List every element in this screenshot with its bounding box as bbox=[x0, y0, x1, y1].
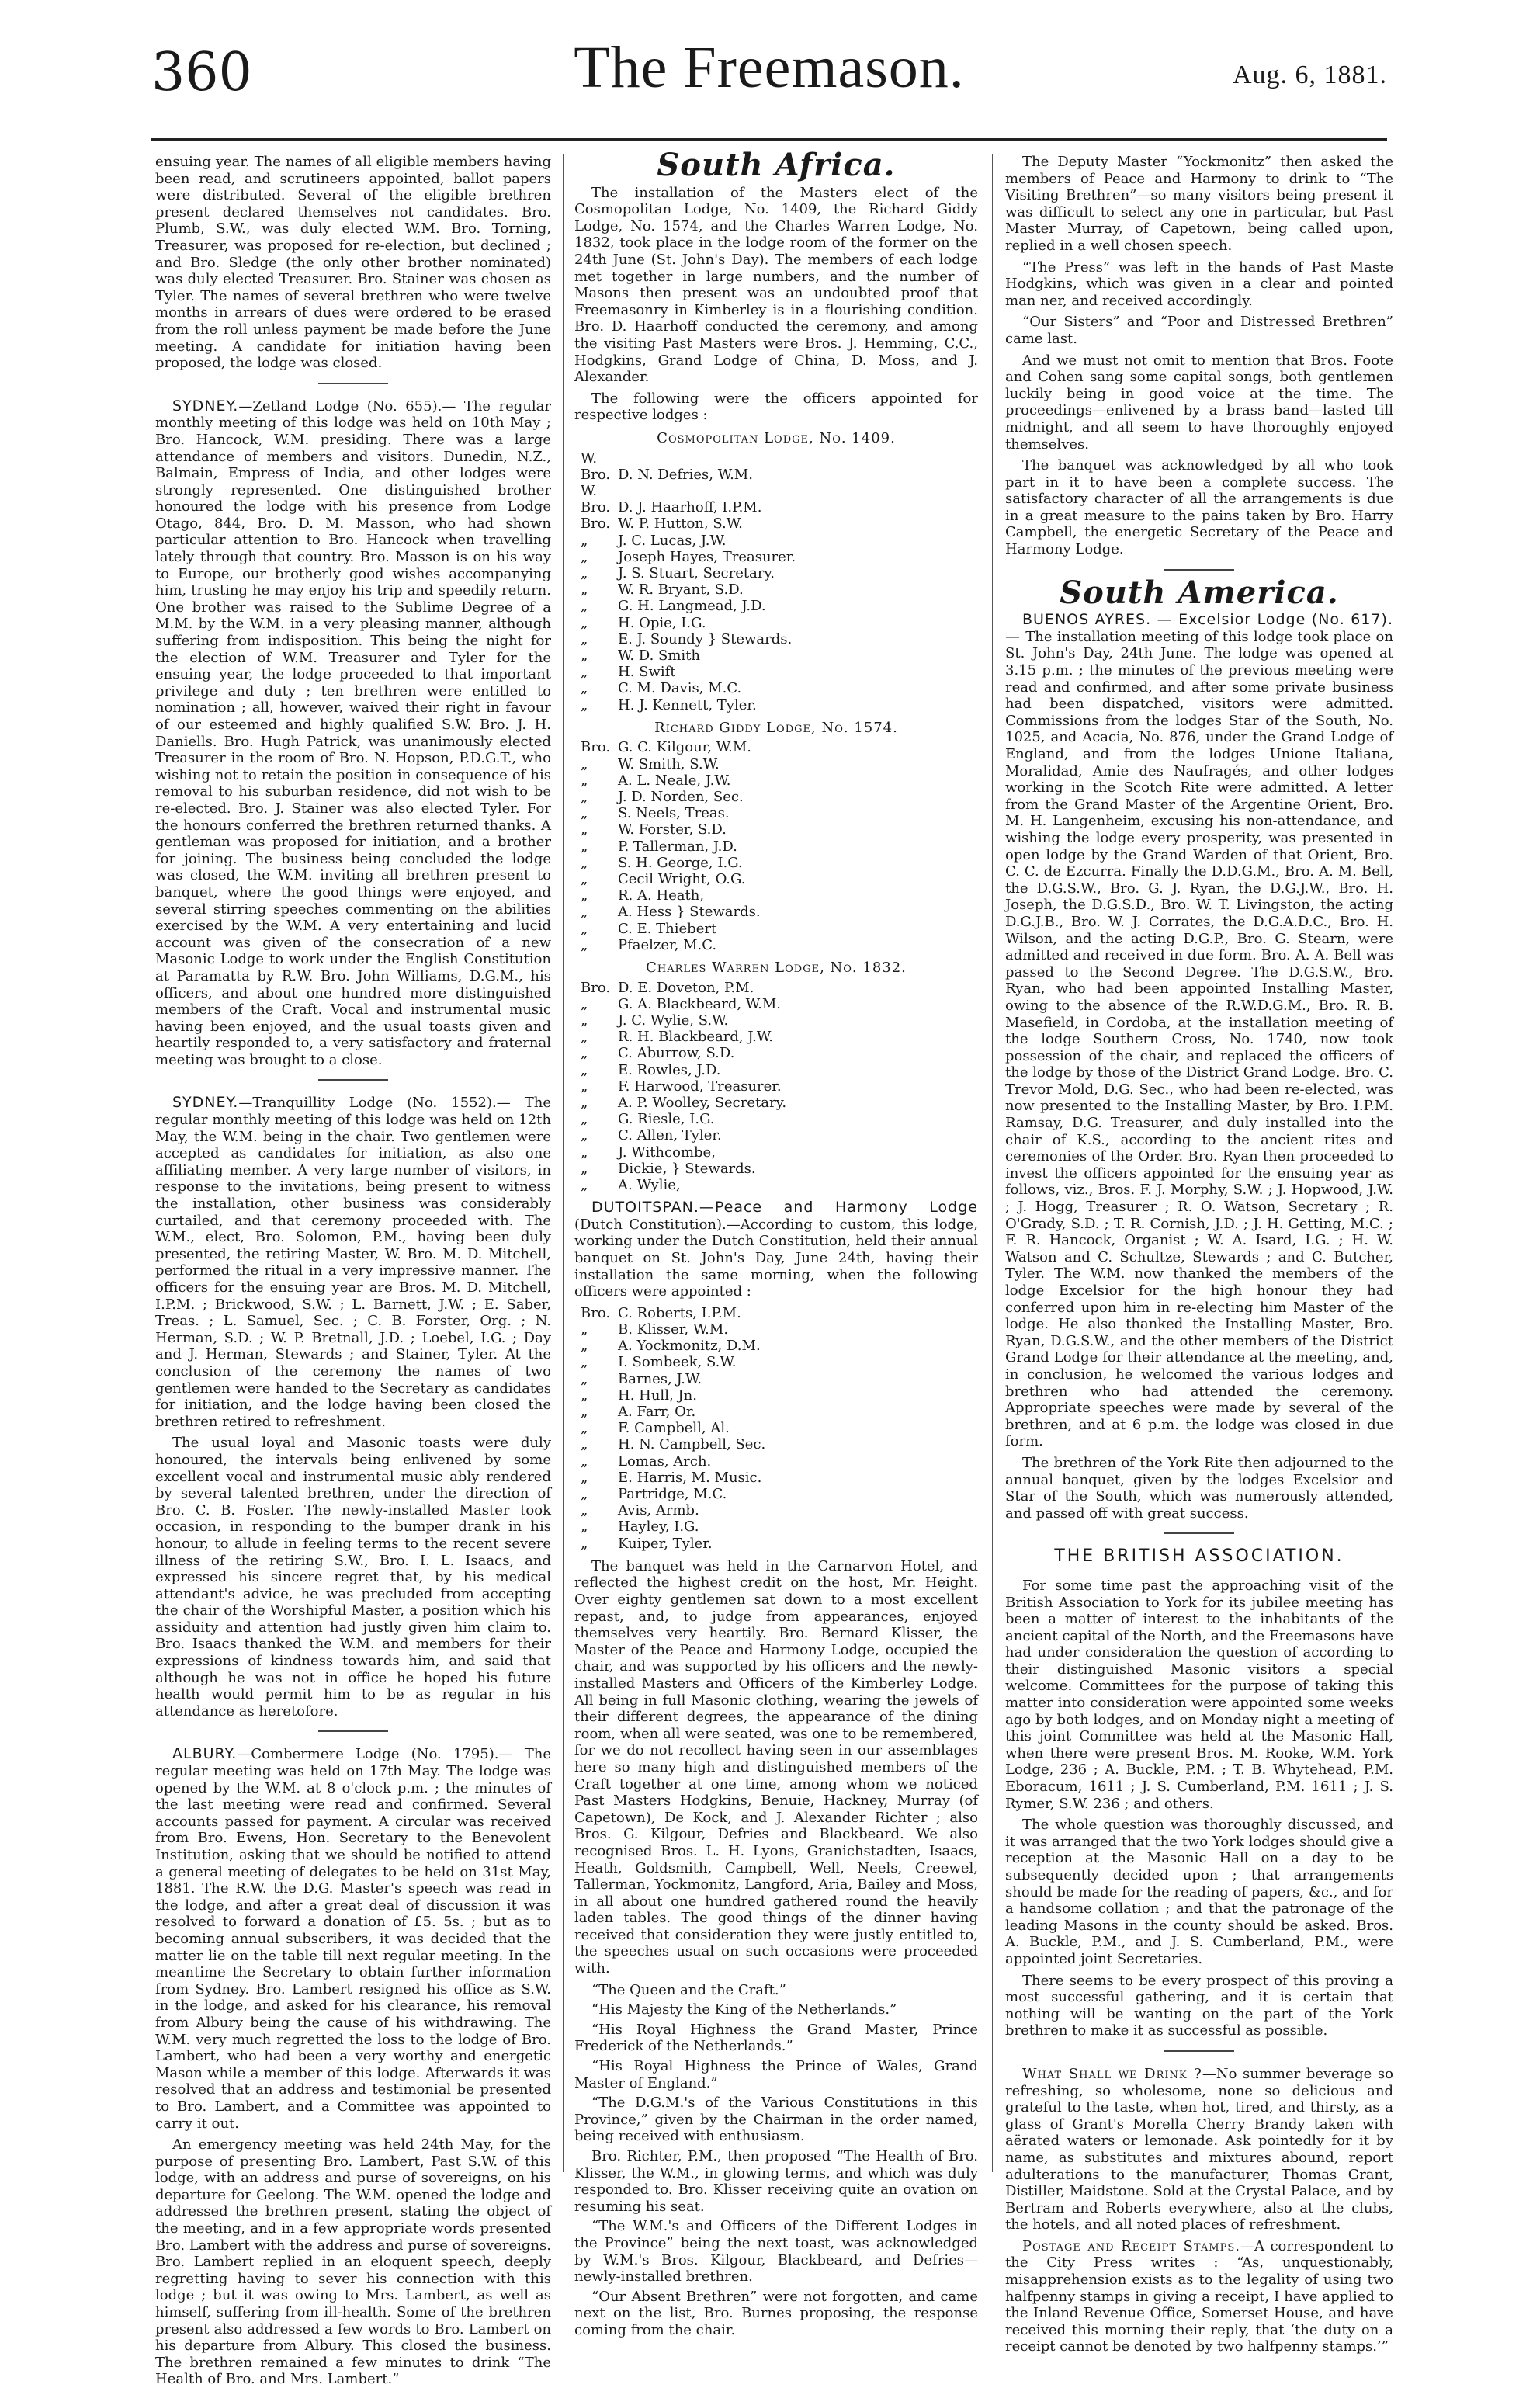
advert-lead: What Shall we Drink ? bbox=[1022, 2065, 1202, 2082]
officer-name: D. E. Doveton, P.M. bbox=[618, 979, 754, 996]
list-item bbox=[574, 565, 978, 581]
officer-name: Hayley, I.G. bbox=[618, 1519, 699, 1536]
officer-prefix: „ bbox=[581, 1321, 588, 1338]
officer-name: G. A. Blackbeard, W.M. bbox=[618, 995, 782, 1012]
article-continuation: ensuing year. The names of all eligible members having been read, and scrutineers appointed, ballot papers were distributed. Several of the eligible brethren present declared themselves not candidates. Bro. Plumb, S.W., was duly elected W.M. Bro. Torning, Treasurer, was proposed for re-election, but declined ; and Bro. Sledge (the only other brother nominated) was duly elected Treasurer. Bro. Stainer was chosen as Tyler. The names of several brethren who were twelve months in arrears of dues were ordered to be erased from the roll unless payment be made before the June meeting. A candidate for initiation having been proposed, the lodge was closed. bbox=[155, 154, 551, 372]
masthead bbox=[151, 30, 1387, 130]
place-lead: DUTOITSPAN. bbox=[591, 1199, 699, 1217]
officer-name: J. C. Wylie, S.W. bbox=[618, 1012, 729, 1029]
list-item bbox=[574, 581, 978, 598]
officer-prefix: „ bbox=[581, 854, 588, 871]
officer-name: H. N. Campbell, Sec. bbox=[618, 1436, 766, 1453]
officer-prefix: „ bbox=[581, 1177, 588, 1194]
officer-prefix: „ bbox=[581, 788, 588, 805]
officer-prefix: „ bbox=[581, 581, 588, 599]
list-item bbox=[574, 739, 978, 755]
lodge-title-charles-warren: Charles Warren Lodge, No. 1832. bbox=[646, 959, 907, 976]
officer-list bbox=[574, 450, 978, 713]
officer-prefix: Bro. bbox=[581, 1304, 611, 1321]
list-item bbox=[574, 1095, 978, 1111]
officer-name: H. J. Kennett, Tyler. bbox=[618, 696, 757, 713]
officer-prefix: „ bbox=[581, 1338, 588, 1355]
list-item bbox=[574, 1338, 978, 1354]
officer-name: A. P. Woolley, Secretary. bbox=[618, 1095, 787, 1111]
officer-prefix: „ bbox=[581, 755, 588, 772]
list-item bbox=[574, 838, 978, 855]
list-item bbox=[574, 1519, 978, 1535]
toast: “His Royal Highness the Grand Master, Prince Frederick of the Netherlands.” bbox=[574, 2021, 978, 2055]
list-item bbox=[574, 980, 978, 996]
officer-prefix: „ bbox=[581, 548, 588, 565]
section-rule bbox=[1164, 1532, 1234, 1534]
officer-name: J. C. Lucas, J.W. bbox=[618, 532, 727, 549]
list-item bbox=[574, 805, 978, 821]
officer-prefix: Bro. bbox=[581, 739, 611, 756]
officer-prefix: „ bbox=[581, 1160, 588, 1177]
list-item bbox=[574, 549, 978, 565]
list-item bbox=[574, 450, 978, 483]
officer-name: D. N. Defries, W.M. bbox=[618, 466, 753, 483]
list-item bbox=[574, 1029, 978, 1045]
officer-name: C. Aburrow, S.D. bbox=[618, 1045, 735, 1062]
list-item bbox=[574, 756, 978, 772]
officer-prefix: „ bbox=[581, 1535, 588, 1552]
officer-name: C. E. Thiebert bbox=[618, 920, 717, 937]
officer-prefix: „ bbox=[581, 1045, 588, 1062]
officer-prefix: „ bbox=[581, 821, 588, 838]
notice-text: —A correspondent to the City Press writes : “As, unquestionably, misapprehension exists as to the legality of using two halfpenny stamps in giving a receipt, I have applied to the Inland Revenue Office, Somerset House, and have received this morning their reply, that ‘the duty on a receipt cannot be denoted by two halfpenny stamps.’” bbox=[1005, 2237, 1393, 2355]
toast: Bro. Richter, P.M., then proposed “The Health of Bro. Klisser, the W.M., in glowing terms, and which was duly responded to. Bro. Klisser receiving quite an ovation on resuming his seat. bbox=[574, 2148, 978, 2215]
officer-prefix: „ bbox=[581, 1370, 588, 1387]
toast: “His Royal Highness the Prince of Wales, Grand Master of England.” bbox=[574, 2058, 978, 2091]
officer-prefix: „ bbox=[581, 1502, 588, 1519]
list-item bbox=[574, 664, 978, 680]
officer-name: P. Tallerman, J.D. bbox=[618, 838, 737, 855]
list-item bbox=[574, 697, 978, 713]
officer-list bbox=[574, 739, 978, 953]
officer-name: H. Swift bbox=[618, 664, 676, 681]
officer-name: W. Smith, S.W. bbox=[618, 755, 720, 772]
report-text: The regular meeting was held on 17th May. The lodge was opened by the W.M. at 8 o'clock p.m. ; the minutes of the last meeting were read and confirmed. Several accounts passed for payment. A circular was received from Bro. Ewens, Hon. Secretary to the Benevolent Institution, asking that we should be notified to attend a general meeting of delegates to be held on 31st May, 1881. The R.W. the D.G. Master's speech was read in the lodge, and after a great deal of discussion it was resolved to forward a donation of £5. 5s. ; but as to becoming annual subscribers, it was decided that the matter lie on the table till next regular meeting. In the meantime the Secretary to obtain further information from Sydney. Bro. Lambert resigned his office as S.W. in the lodge, and asked for his clearance, his removal from Albury being the cause of his withdrawing. The W.M. very much regretted the loss to the lodge of Bro. Lambert, who had been a very worthy and energetic Mason while a member of this lodge. Afterwards it was resolved that an address and testimonial be presented to Bro. Lambert, and a Committee was appointed to carry it out. bbox=[155, 1746, 551, 2132]
officer-name: R. H. Blackbeard, J.W. bbox=[618, 1029, 773, 1046]
officer-name: F. Campbell, Al. bbox=[618, 1420, 730, 1437]
sydney-tranquillity-report bbox=[155, 1095, 551, 1430]
list-item bbox=[574, 631, 978, 647]
report-paragraph: “The Press” was left in the hands of Past Maste Hodgkins, which was given in a clear and pointed man ner, and received accordingly. bbox=[1005, 259, 1393, 309]
list-item bbox=[574, 1486, 978, 1502]
masthead-rule bbox=[151, 138, 1387, 141]
banquet-paragraph: The banquet was held in the Carnarvon Hotel, and reflected the highest credit on the host, Mr. Height. Over eighty gentlemen sat down to a most excellent repast, and, to judge from appearances, enjoyed themselves very heartily. Bro. Bernard Klisser, the Master of the Peace and Harmony Lodge, occupied the chair, and was supported by his officers and the newly-installed Masters and Officers of the Kimberley Lodge. All being in full Masonic clothing, wearing the jewels of their different degrees, the appearance of the dining room, when all were seated, was one to be remembered, for we do not recollect having seen in our assemblages here so many high and distinguished members of the Craft together at one time, among whom we noticed Past Masters Hodgkins, Benuie, Hackney, Murray (of Capetown), De Kock, and J. Alexander Richter ; also Bros. G. Kilgour, Defries and Blackbeard. We also recognised Bros. L. H. Lyons, Granichstadten, Isaacs, Heath, Goldsmith, Campbell, Well, Neels, Creewel, Tallerman, Yockmonitz, Langford, Aria, Bailey and Moss, in all about one hundred gathered round the heavily laden tables. The good things of the dinner having received that consideration they were justly entitled to, the speeches usual on such occasions were proceeded with. bbox=[574, 1557, 978, 1977]
officer-prefix: „ bbox=[581, 805, 588, 822]
report-text: The regular monthly meeting of this lodge was held on 10th May ; Bro. Hancock, W.M. presiding. There was a large attendance of members and visitors. Dunedin, N.Z., Balmain, Empress of India, and other lodges were strongly represented. One distinguished brother honoured the lodge with his presence from Lodge Otago, 844, Bro. D. M. Masson, who had shown particular attention to Bro. Hancock when travelling lately through that country. Bro. Masson is on his way to Europe, our brotherly good wishes accompanying him, trusting he may enjoy his trip and speedily return. One brother was raised to the Sublime Degree of a M.M. by the W.M. in a very pleasing manner, although suffering from indisposition. This being the night for the election of W.M. Treasurer and Tyler for the ensuing year, the lodge proceeded to that important privilege and duty ; ten brethren were entitled to nomination ; all, however, waived their right in favour of our esteemed and highly qualified S.W. Bro. J. H. Daniells. Bro. Hugh Patrick, was unanimously elected Treasurer in the room of Bro. N. Hopson, P.D.G.T., who wishing not to retain the position in consequence of his removal to his suburban residence, did not wish to be re-elected. Bro. J. Stainer was also elected Tyler. For the honours conferred the brethren returned thanks. A gentleman was proposed for initiation, and a brother for joining. The business being concluded the lodge was closed, the W.M. inviting all brethren present to banquet, where the good things were enjoyed, and several stirring speeches commenting on the abilities exercised by the W.M. A very entertaining and lucid account was given of the consecration of a new Masonic Lodge to work under the English Constitution at Paramatta by R.W. Bro. John Williams, D.G.M., his officers, and about one hundred more distinguished members of the Craft. Vocal and instrumental music having been enjoyed, and the usual toasts given and heartily responded to, a very satisfactory and fraternal meeting was brought to a close. bbox=[155, 397, 551, 1068]
list-item bbox=[574, 1078, 978, 1095]
list-item bbox=[574, 1144, 978, 1161]
officer-name: J. Withcombe, bbox=[618, 1144, 716, 1161]
officer-name: S. Neels, Treas. bbox=[618, 805, 730, 822]
officer-name: Dickie, } Stewards. bbox=[618, 1160, 756, 1177]
list-item bbox=[574, 1305, 978, 1321]
list-item bbox=[574, 647, 978, 664]
report-paragraph: An emergency meeting was held 24th May, for the purpose of presenting Bro. Lambert, Past S.W. of this lodge, with an address and purse of sovereigns, on his departure for Geelong. The W.M. opened the lodge and addressed the brethren present, stating the object of the meeting, and in a few appropriate words presented Bro. Lambert with the address and purse of sovereigns. Bro. Lambert replied in an eloquent speech, deeply regretting having to sever his connection with this lodge ; but it was owing to Mrs. Lambert, as well as himself, suffering from ill-health. Some of the brethren present also addressed a few words to Bro. Lambert on his departure from Albury. This closed the business. The brethren remained a few minutes to drink “The Health of Bro. and Mrs. Lambert.” bbox=[155, 2136, 551, 2388]
advert-text: —No summer beverage so refreshing, so wholesome, none so delicious and grateful to the taste, when hot, tired, and thirsty, as a glass of Grant's Morella Cherry Brandy taken with aërated waters or lemonade. Ask pointedly for it by name, as substitutes and mixtures abound, report adulterations to the manufacturer, Thomas Grant, Distiller, Maidstone. Sold at the Crystal Palace, and by Bertram and Roberts everywhere, also at the clubs, the hotels, and all noted places of refreshment. bbox=[1005, 2065, 1393, 2234]
officer-prefix: „ bbox=[581, 630, 588, 647]
place-lead: BUENOS AYRES. bbox=[1022, 611, 1152, 629]
list-item bbox=[574, 1404, 978, 1420]
section-rule bbox=[318, 383, 388, 384]
report-paragraph: And we must not omit to mention that Bros. Foote and Cohen sang some capital songs, both gentlemen luckily being in good voice at the time. The proceedings—enlivened by a brass band—lasted till midnight, and all seem to have thoroughly enjoyed themselves. bbox=[1005, 352, 1393, 453]
officer-name: G. Riesle, I.G. bbox=[618, 1111, 715, 1128]
place-lead: ALBURY. bbox=[172, 1745, 238, 1763]
section-rule bbox=[318, 1730, 388, 1732]
report-paragraph: The brethren of the York Rite then adjourned to the annual banquet, given by the lodges Excelsior and Star of the South, which was numerously attended, and passed off with great success. bbox=[1005, 1454, 1393, 1522]
section-rule bbox=[318, 1079, 388, 1081]
report-text: (Dutch Constitution).—According to custom, this lodge, working under the Dutch Constitution, held their annual banquet on St. John's Day, June 24th, having their installation the same morning, when the following officers were appointed : bbox=[574, 1216, 978, 1300]
officer-name: B. Klisser, W.M. bbox=[618, 1321, 729, 1338]
officer-name: Barnes, J.W. bbox=[618, 1370, 702, 1387]
officer-prefix: W. Bro. bbox=[581, 449, 611, 483]
list-item bbox=[574, 1012, 978, 1029]
officer-name: C. Roberts, I.P.M. bbox=[618, 1304, 741, 1321]
officer-prefix: „ bbox=[581, 838, 588, 855]
officer-name: A. Farr, Or. bbox=[618, 1404, 696, 1420]
list-item bbox=[574, 680, 978, 696]
officer-name: D. J. Haarhoff, I.P.M. bbox=[618, 499, 762, 516]
officer-name: W. Forster, S.D. bbox=[618, 821, 727, 838]
officer-name: W. P. Hutton, S.W. bbox=[618, 515, 743, 533]
list-item bbox=[574, 1127, 978, 1144]
officer-name: W. R. Bryant, S.D. bbox=[618, 581, 744, 599]
lodge-title: —Tranquillity Lodge (No. 1552).— bbox=[238, 1095, 511, 1112]
place-lead: SYDNEY. bbox=[172, 1094, 239, 1112]
officer-prefix: „ bbox=[581, 1127, 588, 1144]
list-item bbox=[574, 904, 978, 920]
report-paragraph: For some time past the approaching visit of the British Association to York for its jubilee meeting has been a matter of interest to the inhabitants of the ancient capital of the North, and the Freemasons have had under consideration the question of according to their distinguished Masonic visitors a special welcome. Committees for the purpose of taking this matter into consideration were appointed some weeks ago by both lodges, and on Monday night a meeting of this joint Committee was held at the Masonic Hall, when there were present Bros. M. Rooke, W.M. York Lodge, 236 ; A. Buckle, P.M. ; T. B. Whytehead, P.M. Eboracum, 1611 ; J. S. Cumberland, P.M. 1611 ; J. S. Rymer, S.W. 236 ; and others. bbox=[1005, 1577, 1393, 1812]
lodge-title: —Zetland Lodge (No. 655).— bbox=[238, 397, 456, 415]
report-text: The installation meeting of this lodge took place on St. John's Day, 24th June. The lodge was opened at 3.15 p.m. ; the minutes of the previous meeting were read and confirmed, and after some private business had been dispatched, visitors were admitted. Commissions from the lodges Star of the South, No. 1025, and Acacia, No. 876, under the Grand Lodge of England, and from the lodges Unione Italiana, Moralidad, Amie des Naufragés, and other lodges working in the Scotch Rite were admitted. A letter from the Grand Master of the Argentine Orient, Bro. M. H. Langenheim, excusing his non-attendance, and wishing the lodge every prosperity, was presented in open lodge by the Grand Warden of that Orient, Bro. C. C. de Ezcurra. Finally the D.D.G.M., Bro. A. M. Bell, the D.G.S.W., Bro. G. J. Ryan, the D.G.J.W., Bro. H. Joseph, the D.G.S.D., Bro. W. T. Livingston, the acting D.G.J.B., Bro. W. J. Corrates, the D.G.A.D.C., Bro. H. Wilson, and the acting D.G.P., Bro. G. Stearn, were admitted and received in due form. Bro. A. A. Bell was passed to the Second Degree. The D.G.S.W., Bro. Ryan, who had been appointed Installing Master, owing to the absence of the R.W.D.G.M., Bro. R. B. Masefield, in Cordoba, at the installation meeting of the lodge Southern Cross, No. 1740, now took possession of the chair, and replaced the officers of the lodge by those of the District Grand Lodge. Bro. C. Trevor Mold, D.G. Sec., who had been re-elected, was now presented to the Installing Master, by Bro. I.P.M. Ramsay, D.G. Treasurer, and duly installed into the chair of K.S., according to the ancient rites and ceremonies of the Order. Bro. Ryan then proceeded to invest the officers appointed for the ensuing year as follows, viz., Bros. F. J. Morphy, S.W. ; J. Hopwood, J.W. ; J. Hogg, Treasurer ; R. O. Watson, Secretary ; R. O'Grady, S.D. ; T. R. Cornish, J.D. ; J. H. Getting, M.C. ; F. R. Hancock, Organist ; W. A. Isard, I.G. ; H. W. Watson and C. Schultze, Stewards ; and C. Butcher, Tyler. The W.M. now thanked the members of the lodge Excelsior for the high honour they had conferred upon him in re-electing him Master of the lodge. He also thanked the Installing Master, Bro. Ryan, D.G.S.W., and the other members of the District Grand Lodge for their attendance at the meeting, and, in conclusion, he welcomed the various lodges and brethren who had attended the ceremony. Appropriate speeches were made by several of the brethren, and at 6 p.m. the lodge was closed in due form. bbox=[1005, 628, 1393, 1450]
officer-name: J. S. Stuart, Secretary. bbox=[618, 564, 775, 581]
intro-paragraph: The following were the officers appointed for respective lodges : bbox=[574, 390, 978, 424]
officer-prefix: „ bbox=[581, 936, 588, 953]
officer-name: Kuiper, Tyler. bbox=[618, 1535, 713, 1552]
officer-prefix: „ bbox=[581, 887, 588, 904]
officer-name: A. Yockmonitz, D.M. bbox=[618, 1338, 761, 1355]
officer-list bbox=[574, 1305, 978, 1552]
issue-date: Aug. 6, 1881. bbox=[1232, 61, 1387, 89]
officer-name: H. Opie, I.G. bbox=[618, 614, 706, 631]
officer-prefix: „ bbox=[581, 870, 588, 887]
column-divider bbox=[992, 154, 993, 2172]
officer-prefix: „ bbox=[581, 598, 588, 615]
officer-prefix: „ bbox=[581, 1144, 588, 1161]
newspaper-title: The Freemason. bbox=[574, 35, 965, 100]
list-item bbox=[574, 871, 978, 887]
officer-name: C. Allen, Tyler. bbox=[618, 1127, 722, 1144]
toast: “The W.M.'s and Officers of the Different Lodges in the Province” being the next toast, was acknowledged by W.M.'s Bros. Kilgour, Blackbeard, and Defries—newly-installed brethren. bbox=[574, 2218, 978, 2286]
list-item bbox=[574, 1453, 978, 1470]
officer-prefix: Bro. bbox=[581, 979, 611, 996]
officer-prefix: „ bbox=[581, 1354, 588, 1371]
lodge-title: —Peace and Harmony Lodge bbox=[699, 1199, 978, 1217]
officer-prefix: „ bbox=[581, 1453, 588, 1470]
officer-name: Joseph Hayes, Treasurer. bbox=[618, 548, 796, 565]
officer-name: F. Harwood, Treasurer. bbox=[618, 1078, 782, 1095]
list-item bbox=[574, 1321, 978, 1338]
officer-name: E. Harris, M. Music. bbox=[618, 1469, 762, 1486]
officer-prefix: „ bbox=[581, 1061, 588, 1078]
officer-prefix: „ bbox=[581, 1420, 588, 1437]
list-item bbox=[574, 887, 978, 904]
officer-name: E. J. Soundy } Stewards. bbox=[618, 630, 793, 647]
list-item bbox=[574, 1436, 978, 1453]
list-item bbox=[574, 1470, 978, 1486]
officer-prefix: „ bbox=[581, 696, 588, 713]
officer-prefix: „ bbox=[581, 1469, 588, 1486]
lodge-title: —Combermere Lodge (No. 1795).— bbox=[237, 1746, 513, 1763]
list-item bbox=[574, 921, 978, 937]
report-paragraph: “Our Sisters” and “Poor and Distressed Brethren” came last. bbox=[1005, 314, 1393, 347]
officer-prefix: „ bbox=[581, 904, 588, 921]
list-item bbox=[574, 1502, 978, 1519]
list-item bbox=[574, 1111, 978, 1127]
officer-name: A. Hess } Stewards. bbox=[618, 904, 761, 921]
officer-prefix: „ bbox=[581, 1387, 588, 1404]
lodge-title-richard-giddy: Richard Giddy Lodge, No. 1574. bbox=[654, 719, 898, 736]
column-divider bbox=[563, 154, 564, 2172]
officer-name: E. Rowles, J.D. bbox=[618, 1061, 721, 1078]
report-paragraph: There seems to be every prospect of this proving a most successful gathering, and it is certain that nothing will be wanting on the part of the York brethren to make it as successful as possible. bbox=[1005, 1972, 1393, 2039]
officer-name: R. A. Heath, bbox=[618, 887, 705, 904]
officer-prefix: Bro. bbox=[581, 515, 611, 533]
list-item bbox=[574, 1354, 978, 1370]
officer-prefix: W. Bro. bbox=[581, 482, 611, 516]
report-paragraph: The Deputy Master “Yockmonitz” then asked the members of Peace and Harmony to drink to “The Visiting Brethren”—so many visitors being present it was difficult to select any one in particular, but Past Master Murray, of Capetown, being called upon, replied in a well chosen speech. bbox=[1005, 154, 1393, 254]
list-item bbox=[574, 821, 978, 838]
officer-prefix: „ bbox=[581, 920, 588, 937]
lodge-title-cosmopolitan: Cosmopolitan Lodge, No. 1409. bbox=[657, 429, 896, 446]
officer-prefix: „ bbox=[581, 1095, 588, 1111]
list-item bbox=[574, 1536, 978, 1552]
officer-name: S. H. George, I.G. bbox=[618, 854, 743, 871]
report-paragraph: The banquet was acknowledged by all who took part in it to have been a complete success. The satisfactory character of all the arrangements is due in a great measure to the pains taken by Bro. Harry Campbell, the energetic Secretary of the Peace and Harmony Lodge. bbox=[1005, 457, 1393, 558]
intro-paragraph: The installation of the Masters elect of the Cosmopolitan Lodge, No. 1409, the Richard Giddy Lodge, No. 1574, and the Charles Warren Lodge, No. 1832, took place in the lodge room of the former on the 24th June (St. John's Day). The members of each lodge met together in large numbers, and the number of Masons then present was an undoubted proof that Freemasonry in Kimberley is in a flourishing condition. Bro. D. Haarhoff conducted the ceremony, and among the visiting Past Masters were Bros. J. Hemming, C.C., Hodgkins, Grand Lodge of China, D. Moss, and J. Alexander. bbox=[574, 184, 978, 386]
list-item bbox=[574, 1420, 978, 1436]
list-item bbox=[574, 615, 978, 631]
officer-prefix: „ bbox=[581, 680, 588, 697]
list-item bbox=[574, 1371, 978, 1387]
officer-prefix: „ bbox=[581, 532, 588, 549]
list-item bbox=[574, 937, 978, 953]
officer-name: A. Wylie, bbox=[618, 1177, 681, 1194]
toast: “His Majesty the King of the Netherlands.” bbox=[591, 2001, 897, 2018]
officer-name: A. L. Neale, J.W. bbox=[618, 772, 731, 789]
officer-prefix: „ bbox=[581, 1012, 588, 1029]
list-item bbox=[574, 1177, 978, 1193]
report-text: The regular monthly meeting of this lodge was held on 12th May, the W.M. being in the chair. Two gentlemen were accepted as candidates for initiation, as also one affiliating member. A very large number of visitors, in response to the invitations, being present to witness the installation, other business was considerably curtailed, and that ceremony proceeded with. The W.M., elect, Bro. Solomon, P.M., having been duly presented, the retiring Master, W. Bro. M. D. Mitchell, performed the ritual in a very impressive manner. The officers for the ensuing year are Bros. M. D. Mitchell, I.P.M. ; Brickwood, S.W. ; L. Barnett, J.W. ; E. Saber, Treas. ; L. Samuel, Sec. ; C. B. Forster, Org. ; N. Herman, S.D. ; W. P. Bretnall, J.D. ; Loebel, I.G. ; Day and J. Herman, Stewards ; and Stainer, Tyler. At the conclusion of the ceremony the names of two gentlemen were handed to the Secretary as candidates for initiation, and the lodge having been closed the brethren retired to refreshment. bbox=[155, 1095, 551, 1430]
section-heading-south-africa: South Africa. bbox=[657, 147, 896, 183]
officer-prefix: „ bbox=[581, 1078, 588, 1095]
officer-name: H. Hull, Jn. bbox=[618, 1387, 697, 1404]
toast: “The Queen and the Craft.” bbox=[591, 1981, 786, 1998]
notice-lead: Postage and Receipt Stamps. bbox=[1022, 2237, 1240, 2254]
list-item bbox=[574, 789, 978, 805]
report-paragraph: The whole question was thoroughly discussed, and it was arranged that the two York lodges should give a reception at the Masonic Hall on a day to be subsequently decided upon ; that arrangements should be made for the reading of papers, &c., and for a handsome collation ; and that the patronage of the leading Masons in the county should be asked. Bros. A. Buckle, P.M., and J. S. Cumberland, P.M., were appointed joint Secretaries. bbox=[1005, 1817, 1393, 1967]
column-1 bbox=[155, 154, 551, 2388]
list-item bbox=[574, 515, 978, 532]
column-3 bbox=[1005, 154, 1393, 2355]
place-lead: SYDNEY. bbox=[172, 397, 239, 415]
officer-name: I. Sombeek, S.W. bbox=[618, 1354, 737, 1371]
list-item bbox=[574, 1045, 978, 1061]
page-number: 360 bbox=[151, 42, 252, 103]
officer-prefix: „ bbox=[581, 647, 588, 664]
albury-report bbox=[155, 1746, 551, 2132]
officer-prefix: „ bbox=[581, 614, 588, 631]
officer-name: W. D. Smith bbox=[618, 647, 701, 664]
officer-prefix: „ bbox=[581, 1436, 588, 1453]
officer-prefix: „ bbox=[581, 995, 588, 1012]
officer-prefix: „ bbox=[581, 664, 588, 681]
officer-prefix: „ bbox=[581, 772, 588, 789]
officer-name: C. M. Davis, M.C. bbox=[618, 680, 742, 697]
report-paragraph: The usual loyal and Masonic toasts were duly honoured, the intervals being enlivened by some excellent vocal and instrumental music ably rendered by several talented brethren, under the direction of Bro. C. B. Foster. The newly-installed Master took occasion, in responding to the bumper drank in his honour, to allude in feeling terms to the recent severe illness of the retiring S.W., Bro. I. L. Isaacs, and expressed his sincere regret that, by his medical attendant's advice, he was precluded from accepting the chair of the Worshipful Master, a position which his assiduity and attention had justly given him claim to. Bro. Isaacs thanked the W.M. and members for their expressions of kindness towards him, and said that although he was not in office he hoped his future health would permit him to be as regular in his attendance as heretofore. bbox=[155, 1435, 551, 1720]
list-item bbox=[574, 533, 978, 549]
section-rule bbox=[1164, 2050, 1234, 2052]
officer-prefix: „ bbox=[581, 1486, 588, 1503]
list-item bbox=[574, 1387, 978, 1404]
list-item bbox=[574, 1062, 978, 1078]
advert-drink bbox=[1005, 2066, 1393, 2234]
officer-name: Partridge, M.C. bbox=[618, 1486, 727, 1503]
officer-name: G. C. Kilgour, W.M. bbox=[618, 739, 751, 756]
section-rule bbox=[1164, 569, 1234, 571]
list-item bbox=[574, 1161, 978, 1177]
officer-prefix: „ bbox=[581, 1111, 588, 1128]
officer-prefix: „ bbox=[581, 1029, 588, 1046]
officer-prefix: „ bbox=[581, 1404, 588, 1420]
section-heading-british-association: THE BRITISH ASSOCIATION. bbox=[1054, 1546, 1344, 1567]
lodge-title: — Excelsior Lodge (No. 617).— bbox=[1005, 611, 1393, 645]
list-item bbox=[574, 855, 978, 871]
section-heading-south-america: South America. bbox=[1060, 574, 1339, 611]
officer-name: G. H. Langmead, J.D. bbox=[618, 598, 766, 615]
officer-list bbox=[574, 980, 978, 1194]
toast: “Our Absent Brethren” were not forgotten, and came next on the list, Bro. Burnes proposing, the response coming from the chair. bbox=[574, 2288, 978, 2338]
officer-prefix: „ bbox=[581, 564, 588, 581]
buenos-ayres-report bbox=[1005, 612, 1393, 1450]
officer-name: Lomas, Arch. bbox=[618, 1453, 712, 1470]
list-item bbox=[574, 598, 978, 614]
officer-name: J. D. Norden, Sec. bbox=[618, 788, 744, 805]
toast: “The D.G.M.'s of the Various Constitutions in this Province,” given by the Chairman in the order named, being received with enthusiasm. bbox=[574, 2095, 978, 2145]
dutoitspan-report bbox=[574, 1199, 978, 1300]
list-item bbox=[574, 772, 978, 789]
column-2 bbox=[574, 147, 978, 2338]
officer-name: Cecil Wright, O.G. bbox=[618, 870, 746, 887]
list-item bbox=[574, 483, 978, 515]
list-item bbox=[574, 996, 978, 1012]
sydney-zetland-report bbox=[155, 398, 551, 1069]
officer-name: Pfaelzer, M.C. bbox=[618, 936, 717, 953]
officer-name: Avis, Armb. bbox=[618, 1502, 699, 1519]
notice-stamps bbox=[1005, 2238, 1393, 2355]
officer-prefix: „ bbox=[581, 1519, 588, 1536]
